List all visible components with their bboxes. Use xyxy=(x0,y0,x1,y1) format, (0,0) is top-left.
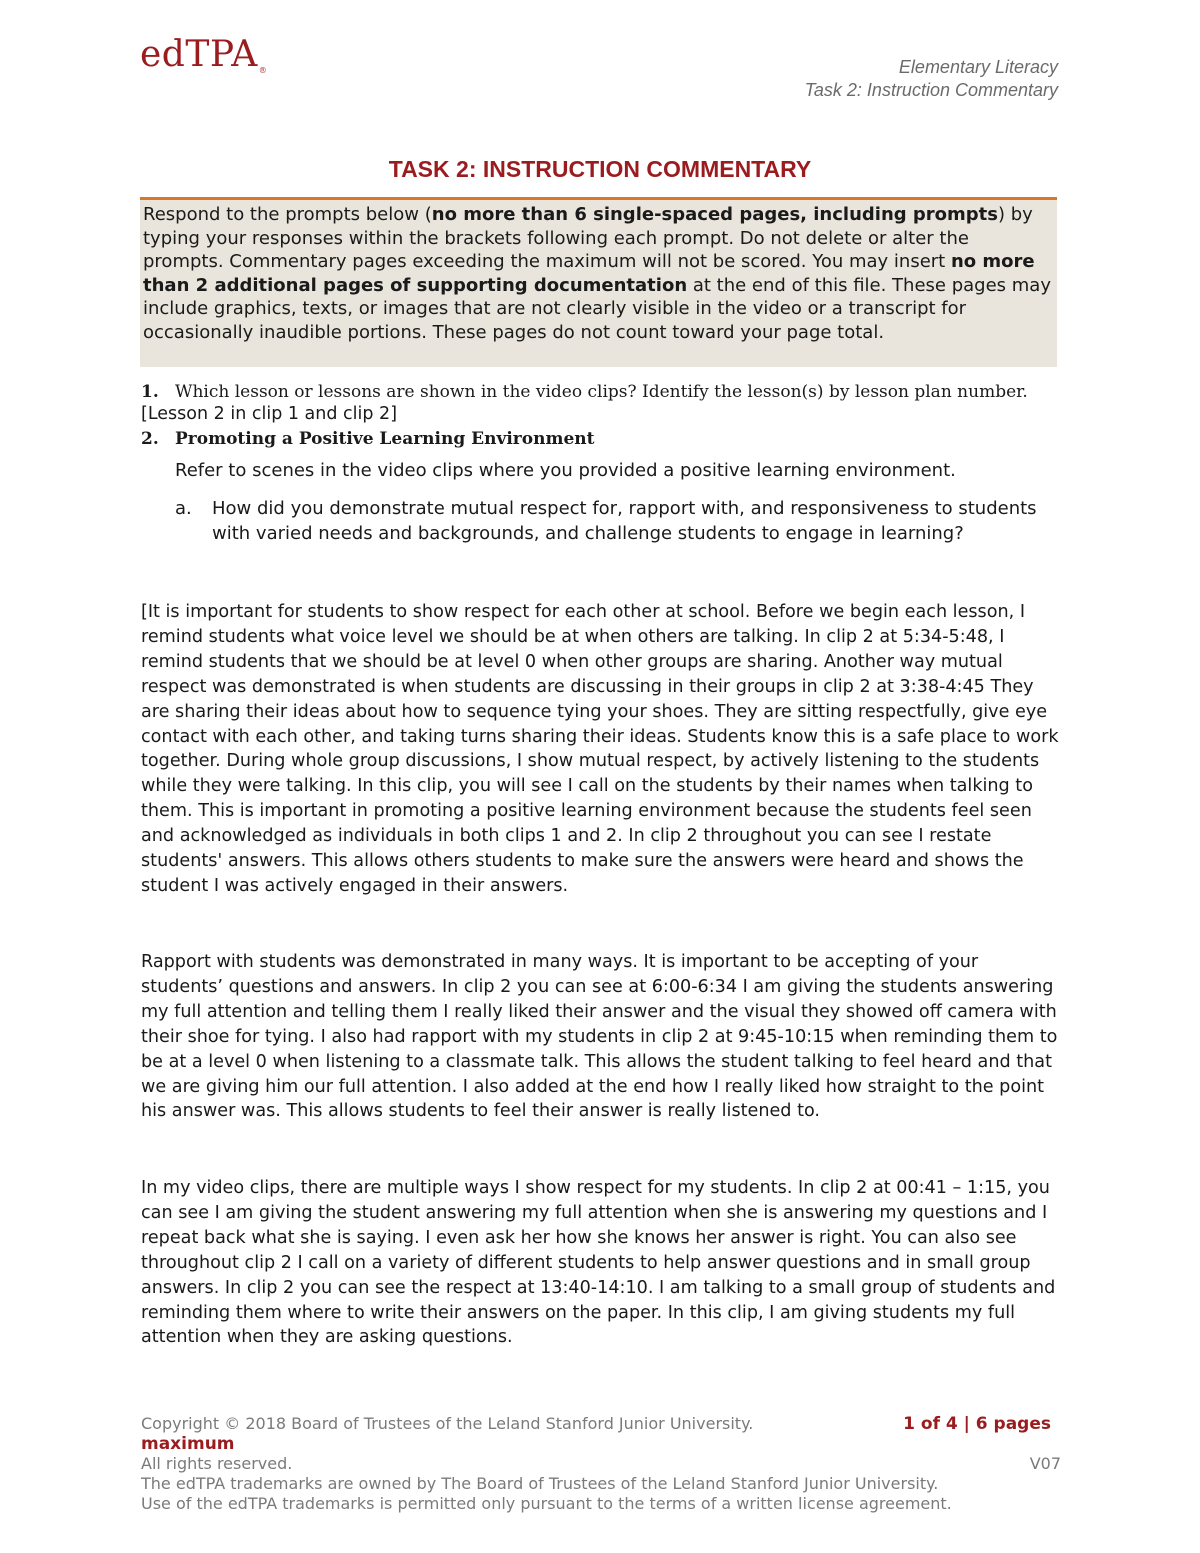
response-paragraph-3[interactable]: In my video clips, there are multiple ways I show respect for my students. In clip 2 at 00:41 – 1:15, you can see I am giving the student answering my full attention when she is answering my questions and I repeat back what she is saying. I even ask her how she knows her answer is right. You can also see throughout clip 2 I call on a variety of different students to help answer questions and in small group answers. In clip 2 you can see the respect at 13:40-14:10. I am talking to a small group of students and reminding them where to write their answers on the paper. In this clip, I am giving students my full attention when they are asking questions. xyxy=(141,1178,1056,1348)
footer-copyright: Copyright © 2018 Board of Trustees of the Leland Stanford Junior University. xyxy=(141,1414,754,1433)
prompt-2-title: Promoting a Positive Learning Environment xyxy=(175,429,595,449)
prompt-2-number: 2. xyxy=(141,429,159,449)
footer-rights: All rights reserved. xyxy=(141,1454,293,1473)
instructions-bold-1: no more than 6 single-spaced pages, including prompts xyxy=(431,204,999,225)
footer-page-info: 1 of 4 | 6 pages xyxy=(903,1414,1051,1434)
page-footer xyxy=(141,1414,1061,1514)
prompt-1-answer[interactable]: [Lesson 2 in clip 1 and clip 2] xyxy=(141,404,398,424)
footer-maximum: maximum xyxy=(141,1434,235,1454)
prompt-2a-label: a. xyxy=(175,498,192,519)
prompt-1-number: 1. xyxy=(141,382,159,402)
prompt-2-heading xyxy=(141,429,1061,449)
logo-text: edTPA xyxy=(140,34,258,75)
page-title: TASK 2: INSTRUCTION COMMENTARY xyxy=(388,156,812,182)
footer-trademark-1: The edTPA trademarks are owned by The Board of Trustees of the Leland Stanford Junior University. xyxy=(141,1474,939,1493)
response-paragraph-2[interactable]: Rapport with students was demonstrated in many ways. It is important to be accepting of your students’ questions and answers. In clip 2 you can see at 6:00-6:34 I am giving the students answering my full attention and telling them I really liked their answer and the visual they showed off camera with their shoe for tying. I also had rapport with my students in clip 2 at 9:45-10:15 when reminding them to be at a level 0 when listening to a classmate talk. This allows the student talking to feel heard and that we are giving him our full attention. I also added at the end how I really liked how straight to the point his answer was. This allows students to feel their answer is really listened to. xyxy=(141,952,1058,1122)
prompt-2a-text: How did you demonstrate mutual respect for, rapport with, and responsiveness to students with varied needs and backgrounds, and challenge students to engage in learning? xyxy=(212,498,1037,544)
prompt-2a xyxy=(175,497,1072,546)
header-meta xyxy=(805,56,1058,102)
instructions-text-2: ) by typing your responses within the brackets following each prompt. Do not delete or alter the prompts. Commentary pages exceeding the maximum will not be scored. You may insert xyxy=(143,204,1033,273)
footer-trademark-2: Use of the edTPA trademarks is permitted only pursuant to the terms of a written license agreement. xyxy=(141,1494,952,1513)
prompt-2-intro: Refer to scenes in the video clips where you provided a positive learning environment. xyxy=(175,460,956,481)
logo-registered-mark: ® xyxy=(258,66,268,75)
instructions-text-3: at the end of this file. These pages may include graphics, texts, or images that are not clearly visible in the video or a transcript for occasionally inaudible portions. These pages do not count toward your page total. xyxy=(143,274,1051,343)
header-task: Task 2: Instruction Commentary xyxy=(804,80,1058,100)
edtpa-logo xyxy=(140,34,267,75)
instructions-box xyxy=(140,197,1057,367)
response-paragraph-1[interactable]: [It is important for students to show respect for each other at school. Before we begin each lesson, I remind students what voice level we should be at when others are talking. In clip 2 at 5:34-5:48, I remind students that we should be at level 0 when other groups are sharing. Another way mutual respect was demonstrated is when students are discussing in their groups in clip 2 at 3:38-4:45 They are sharing their ideas about how to sequence tying your shoes. They are sitting respectfully, give eye contact with each other, and taking turns sharing their ideas. Students know this is a safe place to work together. During whole group discussions, I show mutual respect, by actively listening to the students while they were talking. In this clip, you will see I call on the students by their names when talking to them. This is important in promoting a positive learning environment because the students feel seen and acknowledged as individuals in both clips 1 and 2. In clip 2 throughout you can see I restate students' answers. This allows others students to make sure the answers were heard and shows the student I was actively engaged in their answers. xyxy=(141,602,1059,896)
prompt-1-text: Which lesson or lessons are shown in the video clips? Identify the lesson(s) by lesson plan number. xyxy=(175,382,1028,402)
instructions-text-1: Respond to the prompts below ( xyxy=(143,204,432,225)
header-subject: Elementary Literacy xyxy=(898,57,1058,77)
instructions-bold-2: no more than 2 additional pages of supporting documentation xyxy=(143,251,1035,296)
prompt-1 xyxy=(141,380,1061,404)
footer-version: V07 xyxy=(1029,1454,1061,1473)
